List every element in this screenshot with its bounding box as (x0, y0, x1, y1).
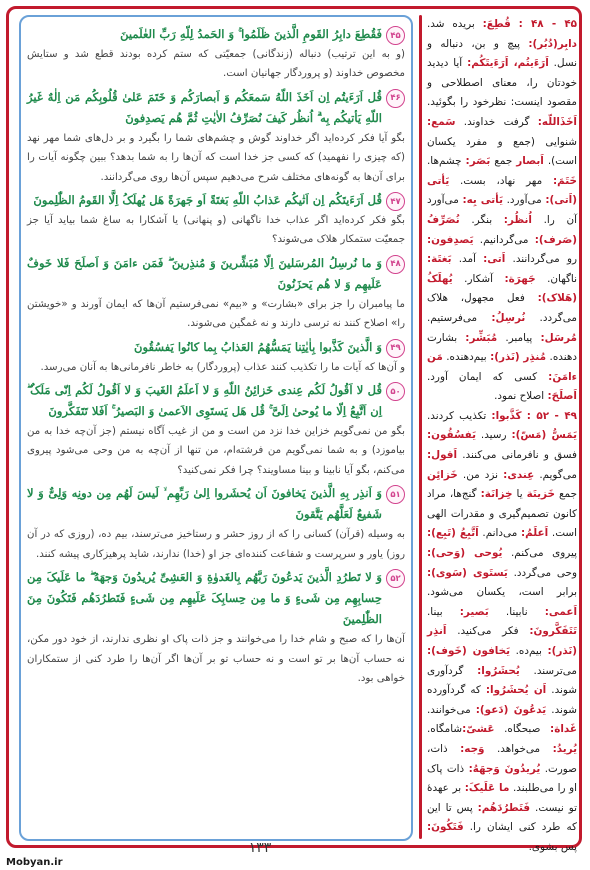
glossary-term: اَعلَمُ: (520, 527, 549, 540)
glossary-term: یُریدُ: (552, 742, 578, 755)
glossary-panel (427, 15, 578, 853)
glossary-definition: برابر است، یکسان می‌شود. (427, 586, 577, 599)
glossary-definition: گنج‌ها، مراد کانون تصمیم‌گیری و مقدرات الهی است. (427, 488, 577, 540)
glossary-term: اَنذِر (نَذر): (427, 625, 577, 657)
verse-row (27, 567, 405, 630)
glossary-term: اَتی: (483, 253, 506, 266)
glossary-definition: آمد. (451, 253, 484, 266)
verse-arabic-text: قُل لا اَقُولُ لَکُم عِندی خَزائِنُ اللّهِ وَ لا اَعلَمُ الغَیبَ وَ لا اَقُولُ لَکُم اِنّی مَلَکٌ ۖ اِن اَتَّبِعُ اِلّا ما یُوحیٰ اِلَیَّ ۚ قُل هَل یَستَوِی الاَعمیٰ وَ البَصیرُ ۚ اَفَلا تَتَفَکَّرونَ (27, 383, 382, 419)
verse-arabic-text: وَ اَنذِر بِهِ الَّذینَ یَخافونَ اَن یُحشَروا اِلیٰ رَبِّهِم ۙ لَیسَ لَهُم مِن دونِه وَلِیٌّ وَ لا شَفیعٌ لَعَلَّهُم یَتَّقونَ (27, 486, 382, 522)
glossary-definition: می‌گویم. (534, 468, 577, 481)
glossary-definition: بیم‌ده. (510, 645, 548, 657)
glossary-term: اَخَذَاللّه: (537, 115, 577, 128)
glossary-definition: پیامبر. (497, 331, 541, 344)
glossary-definition: ناگهان. (535, 272, 577, 285)
glossary-definition: یا (512, 488, 527, 501)
verse-arabic-text: قُل اَرَءَیتُم اِن اَخَذَ اللّهُ سَمعَکُم وَ اَبصارَکُم وَ خَتَمَ عَلیٰ قُلُوبِکُم مَن اِلٰهٌ غَیرُ اللّهِ یَأتیکُم بِه ۗ اُنظُر کَیفَ نُصَرِّفُ الاٰیٰتِ ثُمَّ هُم یَصدِفونَ (27, 89, 382, 125)
glossary-definition: فسق و نافرمانی می‌کنند. (457, 449, 577, 462)
glossary-range-header: ۴۵ - ۴۸ : (518, 18, 577, 30)
verse-translation: بگو فکر کرده‌اید اگر عذاب خدا ناگهانی (و پنهانی) یا آشکارا به ساغ شما بیاید آیا جز جمعیّت ستمکار هلاک می‌شوند؟ (27, 215, 405, 246)
verse-number-badge: ۵۱ (386, 485, 405, 504)
glossary-term: یُحشَرُوا: (477, 664, 520, 677)
verse-arabic-text: وَ الَّذینَ کَذَّبوا بِاٰیٰتِنا یَمَسُّهُمُ العَذابُ بِما کانُوا یَفسُقُونَ (134, 339, 382, 354)
glossary-definition: نابینا. (488, 605, 545, 618)
glossary-term: سَمع: (427, 115, 456, 128)
glossary-definition: فکر می‌کنید. (446, 625, 530, 638)
glossary-term: یَأتی بِه: (462, 194, 503, 207)
glossary-range-header: ۴۹ - ۵۲ : (526, 409, 577, 422)
glossary-term: اَقول: (427, 449, 458, 462)
glossary-term: (دُبُر): (528, 37, 558, 50)
glossary-term: مُنذِر (نَذر): (490, 351, 547, 364)
verse-translation: (و به این ترتیب) دنباله (زندگانی) جمعیّتی که ستم کرده بودند قطع شد و ستایش مخصوص خداوند (و پروردگار جهانیان است. (27, 49, 405, 80)
glossary-term: خَزینَة (526, 488, 556, 501)
verse-number-badge: ۴۵ (386, 26, 405, 45)
glossary-definition: که گردآورده شوند. (427, 684, 577, 716)
glossary-definition: بیم‌دهنده. (442, 351, 491, 364)
verse-row (27, 380, 405, 422)
glossary-term: بَصیر: (459, 605, 489, 618)
verses-panel (19, 15, 413, 841)
glossary-term: اَرَءَیتُم، اَرَءَیتَکُم: (467, 57, 549, 70)
glossary-term: مُبَشِّر: (465, 331, 498, 344)
verse-row (27, 24, 405, 45)
glossary-definition: وحی می‌گردد. (507, 566, 577, 579)
glossary-definition: جمع (490, 155, 517, 168)
glossary-term: یُهلَکُ (هَلاک): (427, 272, 577, 305)
glossary-term: غَداة: (550, 723, 577, 736)
glossary-definition: شامگاه. (427, 723, 463, 736)
column-divider (419, 15, 422, 839)
glossary-term: قُطِعَ: (482, 18, 511, 30)
glossary-term: فَتَکُونَ: (427, 821, 464, 834)
glossary-term: یَفسُقُون: (427, 429, 476, 442)
glossary-term: جَهرَة: (504, 272, 536, 285)
glossary-term: بَصَر: (465, 155, 491, 168)
page-number: ۱۳۳ (248, 840, 272, 856)
glossary-definition: جمع (555, 488, 577, 501)
verse-arabic-text: فَقُطِعَ دابِرُ القَومِ الَّذینَ ظَلَمُوا ۚ وَ الحَمدُ لِلّهِ رَبِّ العٰلَمینَ (120, 27, 382, 41)
glossary-definition: فعل مجهول، هلاک می‌گردد. (427, 292, 577, 324)
glossary-definition: بر عهدهٔ تو نیست. (427, 782, 577, 814)
glossary-definition: آشکار. (452, 272, 505, 285)
glossary-term: اَن یُحشَرُوا: (485, 684, 547, 697)
glossary-term: دابِر (557, 37, 577, 50)
glossary-definition: می‌گردانیم. (473, 233, 535, 246)
glossary-definition: پس بشوی. (528, 840, 577, 853)
glossary-term: اَبصار (516, 155, 544, 168)
glossary-definition: نزد من. (457, 468, 504, 481)
glossary-definition: ذات، صورت. (427, 742, 577, 775)
glossary-definition: بنگر. (459, 213, 504, 226)
glossary-term: یُوحی (وَحی): (427, 547, 503, 560)
verse-translation: به وسیله (قرآن) کسانی را که از روز حشر و رستاخیز می‌ترسند، بیم ده، (روزی که در آن روز) یاور و سرپرست و شفاعت کننده‌ای جز او (خدا) ندارند، شاید پرهیزکاری پیشه کنند. (27, 529, 405, 560)
glossary-definition: می‌ترسند. (519, 664, 577, 677)
glossary-term: کَذَّبوا: (491, 409, 522, 422)
glossary-definition: گردآوری شوند. (427, 664, 577, 697)
verse-row (27, 337, 405, 358)
glossary-definition: صبحگاه. (494, 723, 551, 736)
glossary-term: یَستَوی (سَوی): (427, 566, 508, 579)
glossary-definition: گرفت خداوند. (455, 115, 538, 128)
glossary-definition: پس تا این که طرد کنی ایشان را. (427, 801, 577, 834)
page-frame (6, 6, 582, 853)
glossary-term: یَدعُونَ (دَعو): (475, 703, 547, 716)
glossary-definition: آیا دیدید خودتان را، معنای اصطلاحی و مقصود اینست: نظرخود را بگوئید. (427, 57, 577, 109)
verse-row (27, 483, 405, 525)
glossary-term: وَجه: (460, 742, 485, 755)
glossary-definition: ذات پاک او را می‌طلبند. (427, 762, 578, 795)
verse-row (27, 190, 405, 211)
glossary-definition: می‌خواهد. (484, 742, 553, 755)
site-watermark: Mobyan.ir (6, 857, 63, 868)
verse-translation: آن‌ها را که صبح و شام خدا را می‌خوانند و جز ذات پاک او نظری ندارند، از خود دور مکن، نه حساب آن‌ها بر تو است و نه حساب تو بر آن‌ها اگر آن‌ها را طرد کنی از ستمکاران خواهی بود. (27, 634, 405, 684)
glossary-definition: بریده شد. (427, 18, 483, 30)
glossary-term: مُرسَل: (540, 331, 577, 344)
glossary-definition: بشارت دهنده. (427, 331, 577, 364)
verse-number-badge: ۴۷ (386, 192, 405, 211)
glossary-definition: پیروی می‌کنم. (502, 547, 577, 560)
glossary-term: ما عَلَیکَ: (464, 782, 510, 795)
verse-row (27, 253, 405, 295)
verse-number-badge: ۴۹ (386, 339, 405, 358)
verse-translation: ما پیامبران را جز برای «بشارت» و «بیم» نمی‌فرستیم آن‌ها که ایمان آورند و «خویشتن را» اصلاح کنند نه ترسی دارند و نه غمگین می‌شوند. (27, 298, 405, 330)
glossary-term: نُرسِلُ: (491, 311, 526, 324)
verse-row (27, 87, 405, 129)
verse-number-badge: ۵۰ (386, 382, 405, 401)
glossary-definition: می‌آورد آن را. (427, 194, 577, 226)
glossary-term: یَصدِفون: (427, 233, 474, 246)
glossary-term: یَخافون (خَوف): (427, 645, 511, 657)
glossary-definition: مهر نهاد، بست. (449, 174, 553, 187)
glossary-term: بَغتَة: (427, 253, 452, 266)
glossary-term: خِزانَة: (480, 488, 513, 501)
verse-number-badge: ۴۸ (386, 255, 405, 274)
glossary-definition: کسی که ایمان آورد. (427, 370, 549, 383)
verse-arabic-text: وَ لا تَطرُدِ الَّذینَ یَدعُونَ رَبَّهُم بِالغَدوٰةِ وَ العَشِیِّ یُریدُونَ وَجهَهُ ۖ ما عَلَیکَ مِن حِسابِهِم مِن شَیءٍ وَ ما مِن حِسابِکَ عَلَیهِم مِن شَیءٍ فَتَطرُدَهُم فَتَکُونَ مِنَ الظّٰلِمینَ (27, 570, 382, 627)
verse-number-badge: ۴۶ (386, 89, 405, 108)
glossary-term: مَن ءامَنَ: (427, 351, 577, 383)
glossary-definition: اصلاح نمود. (494, 390, 548, 403)
verse-arabic-text: قُل اَرَءَیتَکُم اِن اَتٰیکُم عَذابُ اللّهِ بَغتَةً اَو جَهرَةً هَل یُهلَکُ اِلَّا القَومُ الظّٰلِمونَ (33, 193, 382, 208)
verse-translation: بگو آیا فکر کرده‌اید اگر خداوند گوش و چشم‌های شما را بگیرد و بر دل‌های شما مهر نهد (که چیزی را نفهمید) که کسی جز خدا است که آن‌ها را به شما بدهد؟ ببین چگونه آیات را برای آن‌ها به گونه‌های مختلف شرح می‌دهیم سپس آن‌ها روی می‌گردانند. (27, 132, 405, 183)
glossary-term: یُریدُونَ وَجهَهُ: (468, 762, 541, 775)
glossary-definition: شنوایی (جمع و مفرد یکسان است). (427, 135, 577, 168)
glossary-term: خَتَمَ: (552, 174, 577, 187)
glossary-term: خَزائِن (427, 468, 458, 481)
verse-number-badge: ۵۲ (386, 569, 405, 588)
glossary-definition: رو می‌گردانند. (505, 253, 577, 266)
glossary-term: عِندی: (503, 468, 535, 481)
glossary-term: عَشیّ: (462, 723, 495, 736)
glossary-definition: چشم‌ها. (427, 155, 466, 168)
verse-translation: و آن‌ها که آیات ما را تکذیب کنند عذاب (پروردگار) به خاطر نافرمانی‌ها به آنان می‌رسد. (40, 361, 405, 373)
glossary-term: اَصلَحَ: (547, 390, 577, 403)
verse-arabic-text: وَ ما نُرسِلُ المُرسَلینَ اِلّا مُبَشِّرینَ وَ مُنذِرینَ ۖ فَمَن ءامَنَ وَ اَصلَحَ فَلا خَوفٌ عَلَیهِم وَ لا هُم یَحزَنُونَ (27, 255, 382, 291)
glossary-term: اَعمی: (544, 605, 578, 618)
glossary-definition: می‌خوانند. (427, 703, 476, 716)
glossary-definition: می‌فرستیم. (427, 311, 492, 324)
glossary-definition: رسید. (475, 429, 512, 442)
glossary-term: یَأتی (اَتی): (427, 174, 577, 207)
glossary-term: یَمَسُّ (مَسّ): (511, 429, 577, 442)
glossary-term: نُصَرِّفُ (صَرف): (427, 213, 577, 246)
glossary-definition: تکذیب کردند. (427, 409, 492, 422)
glossary-definition: پیچ و بن، دنباله و نسل. (427, 37, 578, 70)
glossary-definition: می‌دانم. (478, 527, 521, 540)
glossary-term: فَتَطرُدَهُم: (477, 801, 531, 814)
glossary-definition: می‌آورد. (502, 194, 546, 207)
glossary-term: تَتَفَکَّرونَ: (529, 625, 577, 638)
verse-translation: بگو من نمی‌گویم خزاین خدا نزد من است و من از غیب آگاه نیستم (جز آن‌چه خدا به من بیاموزد) و به شما نمی‌گویم من فرشته‌ام، من تنها از آن‌چه به من وحی می‌شود پیروی می‌کنم، بگو آیا نابینا و بینا مساویند؟ چرا فکر نمی‌کنید؟ (27, 426, 405, 476)
glossary-term: اُنظُر: (503, 213, 532, 226)
glossary-term: اَتَّبِعُ (تَبِع): (427, 527, 479, 540)
glossary-definition: بینا. (427, 605, 460, 618)
